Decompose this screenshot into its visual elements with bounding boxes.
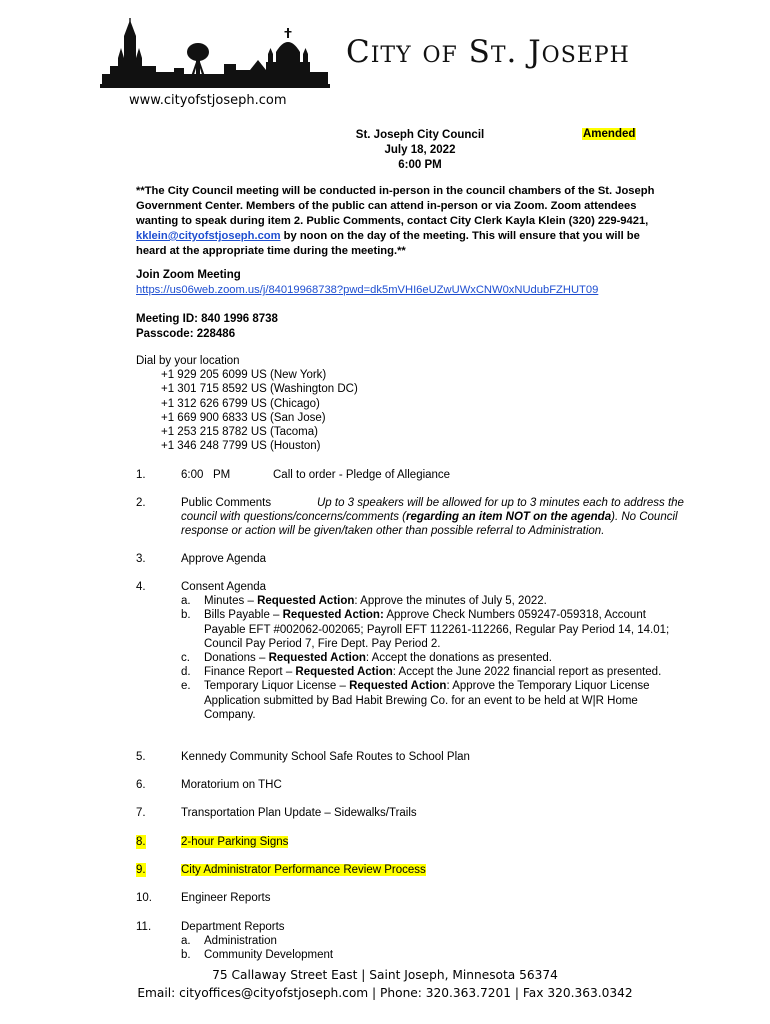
item-number: 3. xyxy=(136,553,146,565)
footer-address: 75 Callaway Street East | Saint Joseph, Minnesota 56374 xyxy=(212,968,558,982)
subitem-letter: b. xyxy=(181,949,191,962)
dial-number: +1 929 205 6099 US (New York) xyxy=(161,369,327,382)
subitem-action: Requested Action xyxy=(268,652,366,665)
subitem xyxy=(181,594,686,608)
website-link[interactable]: www.cityofstjoseph.com xyxy=(129,93,287,108)
clerk-email-link[interactable]: kklein@cityofstjoseph.com xyxy=(136,230,281,242)
subitem-action: Requested Action xyxy=(295,666,393,679)
item-description-bold: regarding an item NOT on the agenda xyxy=(406,511,612,524)
meeting-date: July 18, 2022 xyxy=(384,144,456,156)
item-text: Call to order - Pledge of Allegiance xyxy=(273,469,451,481)
item-number: 5. xyxy=(136,751,146,763)
dial-number: +1 253 215 8782 US (Tacoma) xyxy=(161,426,318,439)
meeting-notice xyxy=(136,184,656,259)
subitem-text: Community Development xyxy=(204,949,334,962)
meeting-time: 6:00 PM xyxy=(398,159,442,171)
subitem xyxy=(181,651,686,665)
subitem-text: Donations – xyxy=(204,652,269,665)
subitem-letter: e. xyxy=(181,680,191,693)
item-time: 6:00 PM xyxy=(181,469,231,481)
city-skyline-logo-icon xyxy=(100,18,330,90)
dial-label: Dial by your location xyxy=(136,355,240,367)
page-footer xyxy=(0,966,770,1002)
consent-subitems xyxy=(181,594,686,722)
subitem-action: Requested Action xyxy=(349,680,447,693)
dial-in-section xyxy=(136,354,358,453)
zoom-url[interactable]: https://us06web.zoom.us/j/84019968738?pwd=dk5mVHI6eUZwUWxCNW0xNUdubFZHUT09 xyxy=(136,284,599,296)
item-text: Public Comments xyxy=(181,497,272,509)
subitem-detail: : Approve the Temporary Liquor License Application submitted by Bad Habit Brewing Co. for an event to be held at W|R Home Company. xyxy=(204,680,650,721)
subitem xyxy=(181,679,686,722)
item-text: 2-hour Parking Signs xyxy=(181,836,289,848)
item-text: Approve Agenda xyxy=(181,553,267,565)
meeting-heading xyxy=(300,128,540,173)
dial-number: +1 346 248 7799 US (Houston) xyxy=(161,440,321,453)
notice-text-1: **The City Council meeting will be conducted in-person in the council chambers of the St. Joseph Government Center. Members of the public can attend in-person or via Zoom. Zoom attendees wanting to speak during item 2. Public Comments, contact City Clerk Kayla Klein (320) 229-9421, xyxy=(136,185,655,227)
zoom-meeting-id: Meeting ID: 840 1996 8738 xyxy=(136,313,278,325)
item-text: Moratorium on THC xyxy=(181,779,282,791)
subitem-detail: Approve Check Numbers 059247-059318, Account Payable EFT #002062-002065; Payroll EFT 112261-112266, Regular Pay Period 14, 14.01; Council Pay Period 7, Fire Dept. Pay Period 2. xyxy=(204,609,670,650)
subitem xyxy=(181,934,686,948)
dial-number-list xyxy=(136,368,358,453)
subitem-detail: : Accept the June 2022 financial report as presented. xyxy=(392,666,662,679)
subitem-text: Temporary Liquor License – xyxy=(204,680,350,693)
dial-number: +1 312 626 6799 US (Chicago) xyxy=(161,397,320,410)
subitem-detail: : Approve the minutes of July 5, 2022. xyxy=(354,595,547,608)
item-number: 8. xyxy=(136,836,146,848)
subitem-text: Bills Payable – xyxy=(204,609,283,622)
item-number: 4. xyxy=(136,581,146,593)
amended-badge: Amended xyxy=(583,128,636,140)
item-number: 11. xyxy=(136,921,152,933)
item-text: City Administrator Performance Review Process xyxy=(181,864,426,876)
subitem xyxy=(181,665,686,679)
meeting-body: St. Joseph City Council xyxy=(355,129,485,141)
city-name-title: City of St. Joseph xyxy=(346,34,630,70)
item-number: 10. xyxy=(136,892,152,904)
zoom-passcode: Passcode: 228486 xyxy=(136,328,236,340)
item-number: 6. xyxy=(136,779,146,791)
subitem-text: Administration xyxy=(204,935,277,948)
item-text: Transportation Plan Update – Sidewalks/Trails xyxy=(181,807,417,819)
notice-text-2: by noon on the day of the meeting. This will ensure that you will be heard at the appropriate time during the meeting.** xyxy=(136,230,640,257)
item-description: Up to 3 speakers will be allowed for up to 3 minutes each to address the council with questions/concerns/comments ( xyxy=(181,497,684,524)
item-number: 1. xyxy=(136,469,146,481)
subitem-action: Requested Action: xyxy=(282,609,384,622)
zoom-url-link[interactable] xyxy=(136,284,598,296)
dial-number: +1 301 715 8592 US (Washington DC) xyxy=(161,383,358,396)
subitem-detail: : Accept the donations as presented. xyxy=(365,652,552,665)
subitem-letter: a. xyxy=(181,595,191,608)
zoom-title: Join Zoom Meeting xyxy=(136,269,241,281)
subitem-text: Minutes – xyxy=(204,595,258,608)
item-description-end: ). No Council response or action will be given/taken other than possible referral to Administration. xyxy=(181,511,678,538)
item-number: 7. xyxy=(136,807,146,819)
dial-number: +1 669 900 6833 US (San Jose) xyxy=(161,411,326,424)
zoom-credentials xyxy=(136,312,278,342)
item-number: 9. xyxy=(136,864,146,876)
subitem-letter: a. xyxy=(181,935,191,948)
item-number: 2. xyxy=(136,497,146,509)
subitem xyxy=(181,608,686,651)
subitem-letter: d. xyxy=(181,666,191,679)
footer-contact: Email: cityoffices@cityofstjoseph.com | Phone: 320.363.7201 | Fax 320.363.0342 xyxy=(137,986,633,1000)
subitem-letter: b. xyxy=(181,609,191,622)
subitem-text: Finance Report – xyxy=(204,666,296,679)
item-text: Engineer Reports xyxy=(181,892,271,904)
item-text: Department Reports xyxy=(181,921,285,933)
subitem-letter: c. xyxy=(181,652,190,665)
item-text: Kennedy Community School Safe Routes to School Plan xyxy=(181,751,470,763)
item-text: Consent Agenda xyxy=(181,581,267,593)
subitem-action: Requested Action xyxy=(257,595,355,608)
department-subitems xyxy=(181,934,686,962)
subitem xyxy=(181,948,686,962)
